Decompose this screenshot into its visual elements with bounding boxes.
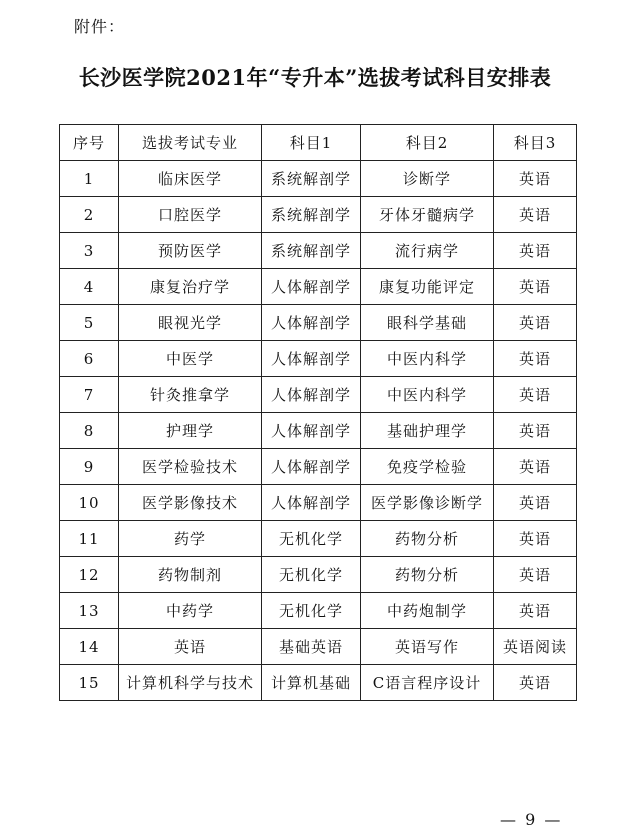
subject-3-cell: 英语: [494, 557, 577, 593]
subject-1-cell: 计算机基础: [262, 665, 361, 701]
table-header-row: [60, 125, 577, 161]
page-number: — 9 —: [500, 810, 563, 829]
subject-3-cell: 英语: [494, 665, 577, 701]
major-cell: 康复治疗学: [119, 269, 262, 305]
major-cell: 药物制剂: [119, 557, 262, 593]
subject-2-cell: 中医内科学: [361, 377, 494, 413]
major-cell: 中药学: [119, 593, 262, 629]
subject-3-cell: 英语: [494, 269, 577, 305]
index-cell: 13: [60, 593, 119, 629]
header-cell-subject-2: 科目2: [361, 125, 494, 161]
header-cell-index: 序号: [60, 125, 119, 161]
subject-1-cell: 系统解剖学: [262, 161, 361, 197]
subject-2-cell: 流行病学: [361, 233, 494, 269]
subject-1-cell: 无机化学: [262, 521, 361, 557]
exam-schedule-table: [59, 124, 577, 701]
major-cell: 眼视光学: [119, 305, 262, 341]
subject-2-cell: 诊断学: [361, 161, 494, 197]
subject-3-cell: 英语: [494, 161, 577, 197]
header-cell-subject-3: 科目3: [494, 125, 577, 161]
subject-3-cell: 英语: [494, 485, 577, 521]
table-row: [60, 341, 577, 377]
table-row: [60, 413, 577, 449]
subject-3-cell: 英语: [494, 197, 577, 233]
subject-1-cell: 人体解剖学: [262, 377, 361, 413]
subject-2-cell: 中药炮制学: [361, 593, 494, 629]
subject-3-cell: 英语: [494, 233, 577, 269]
table-row: [60, 593, 577, 629]
subject-1-cell: 人体解剖学: [262, 341, 361, 377]
header-cell-major: 选拔考试专业: [119, 125, 262, 161]
subject-3-cell: 英语: [494, 521, 577, 557]
major-cell: 临床医学: [119, 161, 262, 197]
table-row: [60, 665, 577, 701]
major-cell: 药学: [119, 521, 262, 557]
subject-2-cell: 眼科学基础: [361, 305, 494, 341]
subject-3-cell: 英语: [494, 593, 577, 629]
table-row: [60, 629, 577, 665]
subject-1-cell: 人体解剖学: [262, 485, 361, 521]
major-cell: 针灸推拿学: [119, 377, 262, 413]
index-cell: 1: [60, 161, 119, 197]
subject-3-cell: 英语: [494, 305, 577, 341]
major-cell: 口腔医学: [119, 197, 262, 233]
major-cell: 医学影像技术: [119, 485, 262, 521]
subject-3-cell: 英语: [494, 341, 577, 377]
index-cell: 5: [60, 305, 119, 341]
major-cell: 计算机科学与技术: [119, 665, 262, 701]
index-cell: 14: [60, 629, 119, 665]
subject-3-cell: 英语: [494, 377, 577, 413]
subject-1-cell: 人体解剖学: [262, 449, 361, 485]
subject-3-cell: 英语: [494, 449, 577, 485]
subject-2-cell: 英语写作: [361, 629, 494, 665]
subject-1-cell: 系统解剖学: [262, 233, 361, 269]
index-cell: 10: [60, 485, 119, 521]
major-cell: 护理学: [119, 413, 262, 449]
table-row: [60, 161, 577, 197]
attachment-label: 附件：: [74, 17, 126, 36]
major-cell: 预防医学: [119, 233, 262, 269]
subject-1-cell: 基础英语: [262, 629, 361, 665]
major-cell: 中医学: [119, 341, 262, 377]
subject-2-cell: 医学影像诊断学: [361, 485, 494, 521]
table-row: [60, 269, 577, 305]
index-cell: 2: [60, 197, 119, 233]
major-cell: 医学检验技术: [119, 449, 262, 485]
table-row: [60, 557, 577, 593]
subject-2-cell: 中医内科学: [361, 341, 494, 377]
table-row: [60, 305, 577, 341]
index-cell: 9: [60, 449, 119, 485]
index-cell: 7: [60, 377, 119, 413]
subject-2-cell: 药物分析: [361, 521, 494, 557]
index-cell: 15: [60, 665, 119, 701]
index-cell: 12: [60, 557, 119, 593]
index-cell: 6: [60, 341, 119, 377]
subject-2-cell: 基础护理学: [361, 413, 494, 449]
index-cell: 8: [60, 413, 119, 449]
subject-2-cell: 药物分析: [361, 557, 494, 593]
table-row: [60, 377, 577, 413]
subject-2-cell: 康复功能评定: [361, 269, 494, 305]
major-cell: 英语: [119, 629, 262, 665]
table-row: [60, 485, 577, 521]
subject-1-cell: 无机化学: [262, 593, 361, 629]
index-cell: 3: [60, 233, 119, 269]
table-row: [60, 449, 577, 485]
table-row: [60, 197, 577, 233]
index-cell: 11: [60, 521, 119, 557]
header-cell-subject-1: 科目1: [262, 125, 361, 161]
subject-1-cell: 人体解剖学: [262, 413, 361, 449]
subject-3-cell: 英语阅读: [494, 629, 577, 665]
table-row: [60, 521, 577, 557]
subject-3-cell: 英语: [494, 413, 577, 449]
subject-1-cell: 人体解剖学: [262, 305, 361, 341]
subject-2-cell: 免疫学检验: [361, 449, 494, 485]
subject-1-cell: 系统解剖学: [262, 197, 361, 233]
table-row: [60, 233, 577, 269]
subject-1-cell: 人体解剖学: [262, 269, 361, 305]
document-title: 长沙医学院2021年“专升本”选拔考试科目安排表: [78, 65, 552, 90]
subject-2-cell: C语言程序设计: [361, 665, 494, 701]
subject-2-cell: 牙体牙髓病学: [361, 197, 494, 233]
index-cell: 4: [60, 269, 119, 305]
subject-1-cell: 无机化学: [262, 557, 361, 593]
